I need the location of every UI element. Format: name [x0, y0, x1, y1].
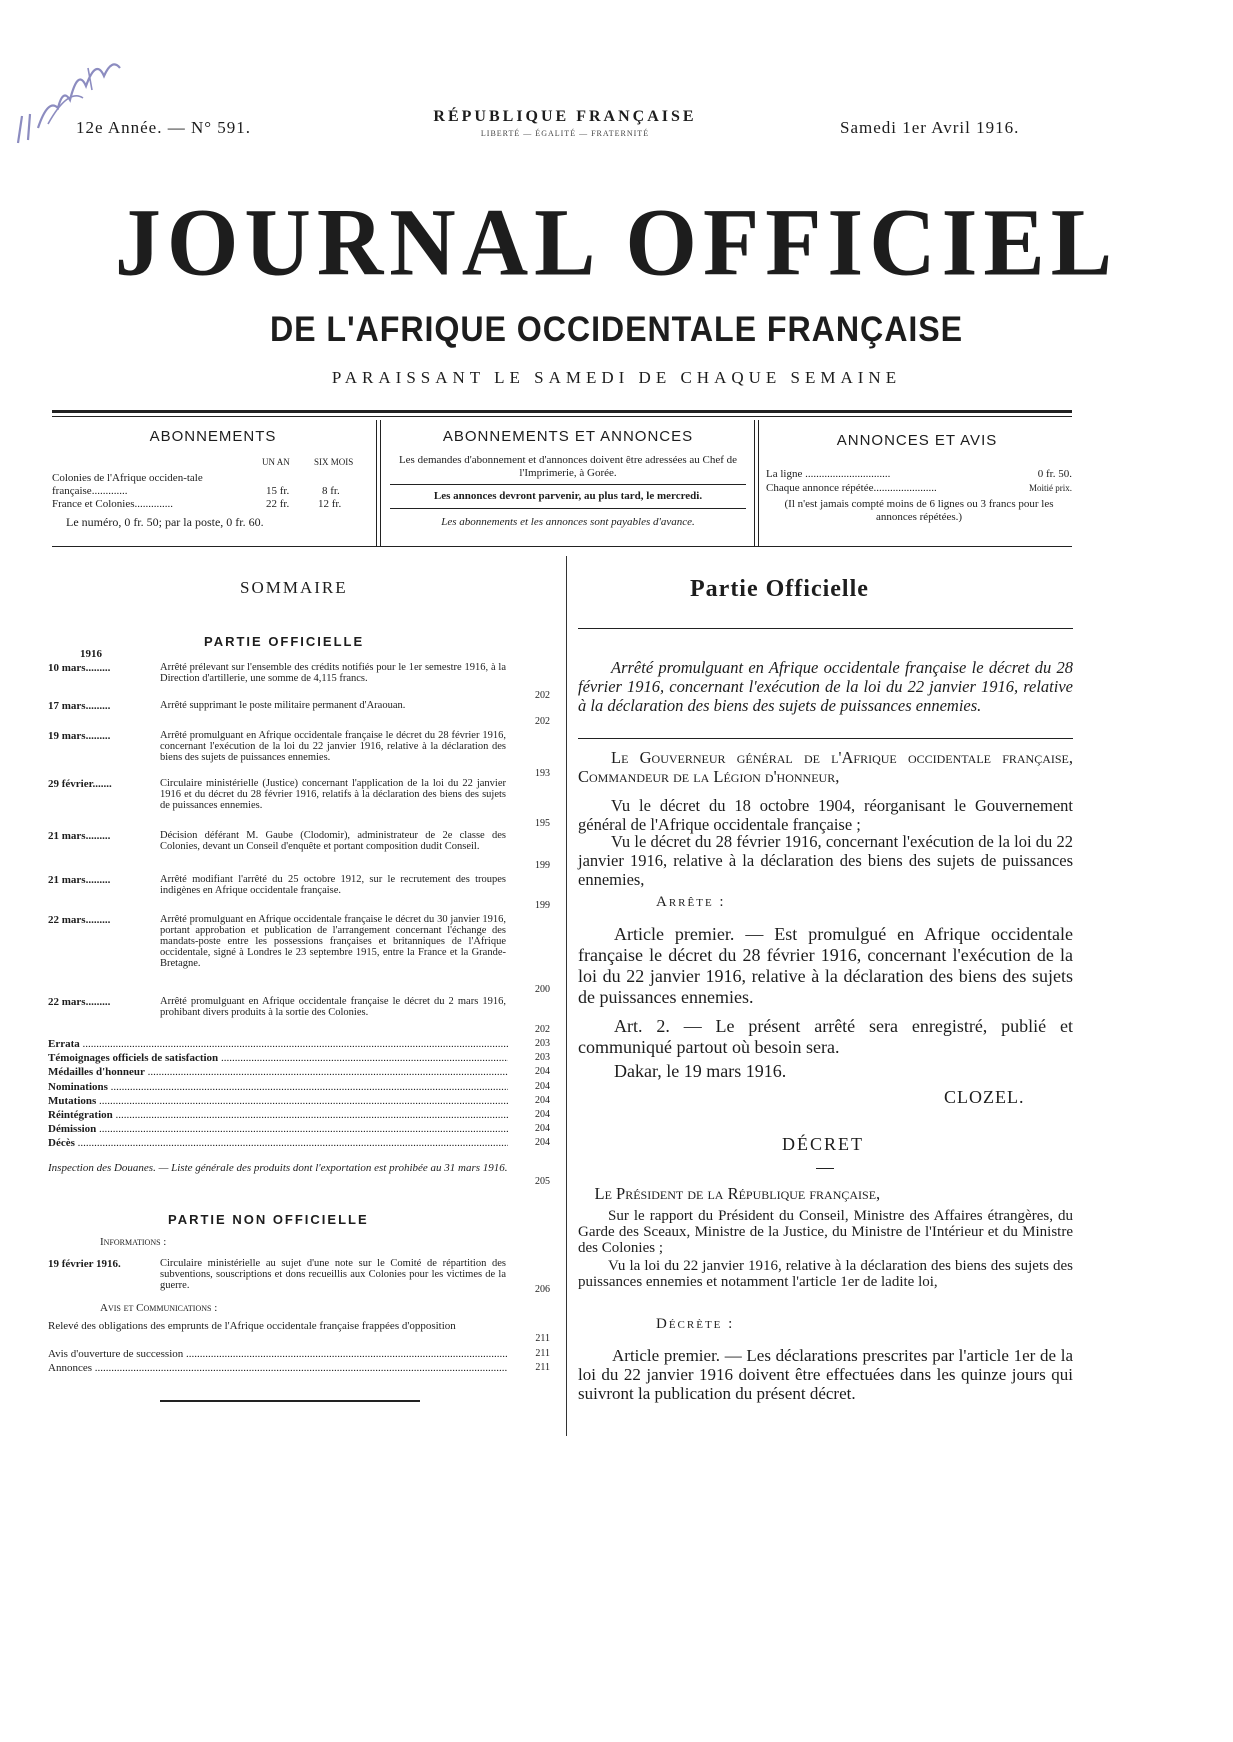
annonces-avis-title: ANNONCES ET AVIS [836, 432, 998, 449]
toc-line-item: Mutations ..... [48, 1095, 508, 1107]
arrete-label: Arrête : [656, 894, 726, 910]
toc-entry-date: 22 mars......... [48, 996, 111, 1008]
top-rule [52, 410, 1072, 413]
header-six-mois: SIX MOIS [314, 457, 354, 467]
toc-entry-date: 21 mars......... [48, 830, 111, 842]
inspection-page: 205 [535, 1176, 550, 1187]
arrete-intro: Arrêté promulguant en Afrique occidentale française le décret du 28 février 1916, concernant l'exécution de la loi du 22 janvier 1916, relative à la déclaration des biens des sujets de puissances ennemies. [578, 658, 1073, 715]
sommaire-end-rule [160, 1400, 420, 1402]
arrete-rule [578, 738, 1073, 739]
toc-entry-date: 22 mars......... [48, 914, 111, 926]
payables-avance: Les abonnements et les annonces sont payables d'avance. [441, 516, 695, 528]
toc-entry-date: 17 mars......... [48, 700, 111, 712]
toc-line-page: 204 [535, 1080, 550, 1092]
sommaire-year: 1916 [80, 648, 102, 660]
toc-line-page: 204 [535, 1094, 550, 1106]
colonies-price-six: 8 fr. [322, 485, 340, 497]
masthead-subtitle: DE L'AFRIQUE OCCIDENTALE FRANÇAISE [269, 310, 964, 349]
toc-line-page: 204 [535, 1123, 550, 1135]
toc-entry-text: Arrêté promulguant en Afrique occidentale française le décret du 2 mars 1916, prohibant divers produits à la sortie des Colonies. [160, 996, 506, 1018]
toc-line-item: Démission ..... [48, 1123, 508, 1135]
toc-line-page: 203 [535, 1052, 550, 1064]
issue-number: 12e Année. — N° 591. [76, 118, 252, 137]
inspection-text: Inspection des Douanes. — Liste générale des produits dont l'exportation est prohibée au 31 mars 1916. [48, 1162, 508, 1174]
avis-succession-page: 211 [535, 1348, 550, 1359]
france-label: France et Colonies.............. [52, 498, 173, 510]
vu-decret-1904: Vu le décret du 18 octobre 1904, réorganisant le Gouvernement général de l'Afrique occidentale française ; [578, 796, 1073, 834]
republic-motto: LIBERTÉ — ÉGALITÉ — FRATERNITÉ [480, 129, 650, 138]
toc-entry-text: Arrêté promulguant en Afrique occidentale française le décret du 28 février 1916, concernant l'exécution de la loi du 22 janvier 1916, relative à la déclaration des biens des sujets de puissances ennemies. [160, 730, 506, 763]
box2-rule-2 [390, 508, 746, 509]
vu-decret-1916: Vu le décret du 28 février 1916, concernant l'exécution de la loi du 22 janvier 1916, relative à la déclaration des biens des sujets de puissances ennemies, [578, 832, 1073, 889]
toc-line-item: Nominations ..... [48, 1081, 508, 1093]
vu-loi-text: Vu la loi du 22 janvier 1916, relative à la déclaration des biens des sujets des puissances ennemies et notamment l'article 1er de ladite loi, [578, 1258, 1073, 1290]
issue-date: Samedi 1er Avril 1916. [840, 118, 1020, 137]
toc-entry-text: Arrêté promulguant en Afrique occidentale française le décret du 30 janvier 1916, portant approbation et publication de l'arrangement concernant l'échange des mandats-poste entre les possessions françaises et britanniques de l'Afrique occidentale, signé à Londres le 23 septembre 1915, entre la France et la Grande-Bretagne. [160, 914, 506, 969]
partie-officielle-heading: PARTIE OFFICIELLE [204, 634, 365, 649]
top-rule-thin [52, 416, 1072, 417]
toc-entry-page: 202 [535, 690, 550, 701]
toc-entry-page: 195 [535, 818, 550, 829]
column-divider [566, 556, 567, 1436]
demandes-text: Les demandes d'abonnement et d'annonces doivent être adressées au Chef de l'Imprimerie, à Gorée. [398, 454, 738, 479]
partie-non-officielle-heading: PARTIE NON OFFICIELLE [168, 1212, 369, 1227]
toc-entry-text: Circulaire ministérielle (Justice) concernant l'application de la loi du 22 janvier 1916 et du décret du 28 février 1916, relatifs à la déclaration des biens des sujets de puissances ennemies. [160, 778, 506, 811]
toc-line-item: Errata ..... [48, 1038, 508, 1050]
parution-line: PARAISSANT LE SAMEDI DE CHAQUE SEMAINE [331, 368, 902, 387]
decret-dash [816, 1168, 834, 1169]
annonces-avis-box [762, 420, 1072, 540]
informations-heading: Informations : [100, 1236, 167, 1248]
inspection-douanes [48, 1163, 508, 1174]
toc-line-item: Réintégration ..... [48, 1109, 508, 1121]
circulaire-page: 206 [535, 1284, 550, 1295]
france-price-six: 12 fr. [318, 498, 342, 510]
toc-entry-page: 202 [535, 716, 550, 727]
repeat-label: Chaque annonce répétée....................... [766, 482, 937, 494]
toc-entry-text: Décision déférant M. Gaube (Clodomir), administrateur de 2e classe des Colonies, devant un Conseil d'enquête et portant composition dudit Conseil. [160, 830, 506, 852]
toc-entry-page: 202 [535, 1024, 550, 1035]
rapport-text: Sur le rapport du Président du Conseil, Ministre des Affaires étrangères, du Garde des Sceaux, Ministre de la Justice, du Ministre de l'Intérieur et du Ministre des Colonies ; [578, 1208, 1073, 1256]
article-premier: Article premier. — Est promulgué en Afrique occidentale française le décret du 28 février 1916, concernant l'exécution de la loi du 22 janvier 1916, relative à la déclaration des biens des sujets de puissances ennemies. [578, 924, 1073, 1007]
annonces-page: 211 [535, 1362, 550, 1373]
toc-entry-text: Arrêté supprimant le poste militaire permanent d'Araouan. [160, 700, 406, 711]
box2-rule-1 [390, 484, 746, 485]
toc-entry-text: Arrêté modifiant l'arrêté du 25 octobre 1912, sur le recrutement des troupes indigènes en Afrique occidentale française. [160, 874, 506, 896]
abonnements-box [52, 420, 374, 540]
partie-officielle-title: Partie Officielle [690, 576, 869, 602]
numero-price: Le numéro, 0 fr. 50; par la poste, 0 fr. 60. [66, 515, 264, 529]
republic-title: RÉPUBLIQUE FRANÇAISE [433, 108, 697, 125]
colonies-price-an: 15 fr. [266, 485, 290, 497]
sommaire-title: SOMMAIRE [240, 578, 348, 597]
article-2: Art. 2. — Le présent arrêté sera enregistré, publié et communiqué partout où besoin sera. [578, 1016, 1073, 1057]
repeat-price: Moitié prix. [1029, 483, 1072, 493]
toc-line-page: 204 [535, 1137, 550, 1149]
toc-line-item: Décès ..... [48, 1137, 508, 1149]
toc-entry-date: 10 mars......... [48, 662, 111, 674]
circulaire-date: 19 février 1916. [48, 1258, 121, 1270]
circulaire-text: Circulaire ministérielle au sujet d'une note sur le Comité de répartition des subventions, souscriptions et dons recueillis aux Colonies pour les victimes de la guerre. [160, 1258, 506, 1291]
toc-entry-page: 199 [535, 860, 550, 871]
toc-entry-page: 199 [535, 900, 550, 911]
annonces-line: Annonces ..... [48, 1362, 508, 1374]
toc-entry-date: 19 mars......... [48, 730, 111, 742]
annonces-deadline: Les annonces devront parvenir, au plus tard, le mercredi. [433, 490, 703, 502]
annonces-note: (Il n'est jamais compté moins de 6 lignes ou 3 francs pour les annonces répétées.) [784, 498, 1054, 523]
republic-header [380, 108, 750, 138]
abonnements-annonces-box [384, 420, 752, 540]
avis-succession: Avis d'ouverture de succession ..... [48, 1348, 508, 1360]
avis-heading: Avis et Communications : [100, 1302, 218, 1314]
ligne-label: La ligne ............................... [766, 468, 891, 480]
toc-entry-text: Arrêté prélevant sur l'ensemble des crédits notifiés pour le 1er semestre 1916, à la Direction d'artillerie, une somme de 4,115 francs. [160, 662, 506, 684]
colonies-label: Colonies de l'Afrique occiden-tale française............. [52, 472, 203, 497]
releve-text: Relevé des obligations des emprunts de l'Afrique occidentale française frappées d'opposition [48, 1320, 456, 1332]
toc-line-item: Médailles d'honneur ..... [48, 1066, 508, 1078]
box-separator-1 [376, 420, 381, 546]
abonnements-annonces-title: ABONNEMENTS ET ANNONCES [442, 428, 694, 445]
partie-off-rule [578, 628, 1073, 629]
box-separator-2 [754, 420, 759, 546]
toc-line-page: 204 [535, 1066, 550, 1078]
toc-entry-page: 200 [535, 984, 550, 995]
decret-article-premier: Article premier. — Les déclarations prescrites par l'article 1er de la loi du 22 janvier 1916 doivent être effectuées dans les quinze jours qui suivront la publication du présent décret. [578, 1346, 1073, 1403]
toc-entry-date: 29 février....... [48, 778, 112, 790]
decrete-label: Décrète : [656, 1316, 735, 1332]
signature: CLOZEL. [944, 1087, 1025, 1107]
gouverneur-line: Le Gouverneur général de l'Afrique occidentale française, Commandeur de la Légion d'honneur, [578, 748, 1073, 786]
masthead-title: JOURNAL OFFICIEL [114, 188, 1119, 296]
toc-line-page: 203 [535, 1038, 550, 1049]
ligne-price: 0 fr. 50. [1037, 468, 1072, 480]
toc-entry-date: 21 mars......... [48, 874, 111, 886]
president-line: Le Président de la République française, [594, 1184, 881, 1203]
abonnements-title: ABONNEMENTS [149, 428, 277, 445]
dakar-date: Dakar, le 19 mars 1916. [614, 1061, 787, 1081]
releve-page: 211 [535, 1333, 550, 1344]
header-un-an: UN AN [262, 457, 290, 467]
france-price-an: 22 fr. [266, 498, 290, 510]
toc-line-page: 204 [535, 1109, 550, 1120]
box-bottom-rule [52, 546, 1072, 547]
decret-title: DÉCRET [782, 1134, 864, 1154]
toc-entry-page: 193 [535, 768, 550, 779]
toc-line-item: Témoignages officiels de satisfaction ..... [48, 1052, 508, 1064]
